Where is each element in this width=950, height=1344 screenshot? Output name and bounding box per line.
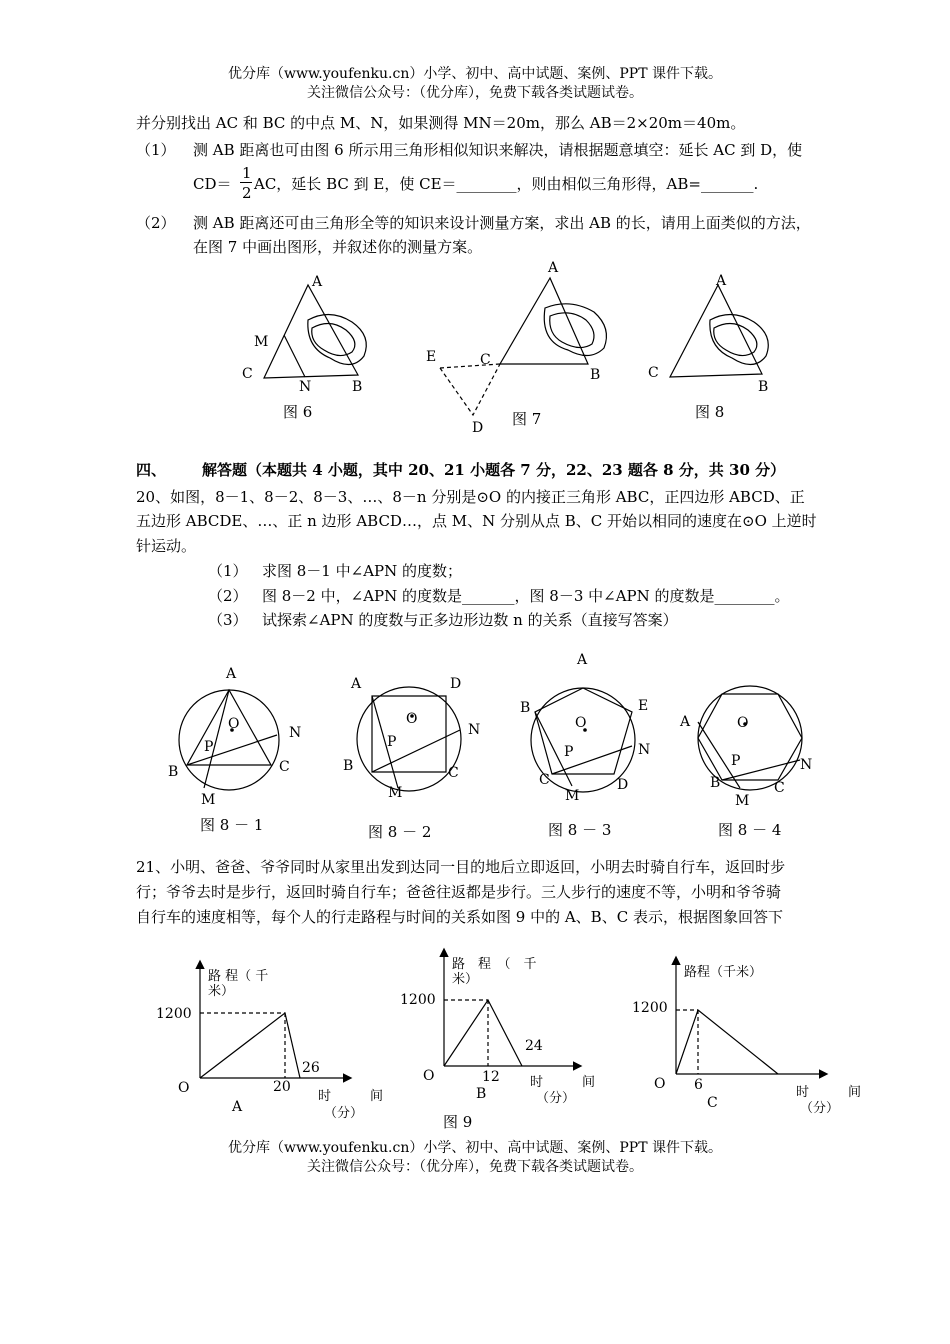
fig6-pond-outer <box>308 314 366 364</box>
graph-a-xlabel-1: 时 间 <box>318 1089 384 1104</box>
q20-sub3-number: （3） <box>208 611 248 629</box>
header-line-2: 关注微信公众号：（优分库），免费下载各类试题试卷。 <box>307 85 643 101</box>
graph-b-x-value-2: 24 <box>525 1038 543 1054</box>
graph-c-origin: O <box>654 1076 666 1092</box>
c3-label-o: O <box>575 715 587 731</box>
graph-a-xlabel-2: （分） <box>324 1106 364 1121</box>
q19-intro: 并分别找出 AC 和 BC 的中点 M、N，如果测得 MN＝20m，那么 AB＝2×20m＝40m。 <box>136 114 746 132</box>
fig8-triangle <box>670 285 762 377</box>
q20-sub1-number: （1） <box>208 562 248 580</box>
c1-caption: 图 8 － 1 <box>200 816 264 834</box>
c4-label-p: P <box>731 753 741 769</box>
c2-label-o: O <box>406 711 418 727</box>
figure-9-caption: 图 9 <box>443 1113 473 1131</box>
fig8-label-c: C <box>648 365 659 381</box>
c1-label-p: P <box>204 739 214 755</box>
c4-label-m: M <box>735 793 750 809</box>
c1-label-b: B <box>168 764 179 780</box>
fig7-pond-inner <box>550 313 594 348</box>
q19-part1-line1: 测 AB 距离也可由图 6 所示用三角形相似知识来解决，请根据题意填空：延长 AC 到 D，使 <box>193 141 803 159</box>
q20-line3: 针运动。 <box>136 537 197 555</box>
graph-b-line <box>444 1000 522 1066</box>
c3-caption: 图 8 － 3 <box>548 821 612 839</box>
q19-part2-line1: 测 AB 距离还可由三角形全等的知识来设计测量方案，求出 AB 的长，请用上面类似的方法， <box>193 214 811 232</box>
c3-label-p: P <box>564 744 574 760</box>
fig6-label-b: B <box>352 379 363 395</box>
c1-label-o: O <box>228 716 240 732</box>
section-four-number: 四、 <box>136 461 167 479</box>
c4-label-n: N <box>800 757 813 773</box>
circle-8-1 <box>179 690 279 790</box>
c1-label-c: C <box>279 759 290 775</box>
fig6-midline-mn <box>284 335 305 377</box>
graph-a-name: A <box>232 1099 243 1115</box>
c4-label-b: B <box>710 775 721 791</box>
c2-caption: 图 8 － 2 <box>368 823 432 841</box>
c4-label-o: O <box>737 715 749 731</box>
fraction-one-half <box>240 165 252 201</box>
graph-b-name: B <box>476 1086 487 1102</box>
c3-label-m: M <box>565 788 580 804</box>
fig6-label-a: A <box>312 274 323 290</box>
c3-label-d: D <box>617 777 629 793</box>
section-four-title: 解答题（本题共 4 小题，其中 20、21 小题各 7 分，22、23 题各 8 分，共 30 分） <box>202 461 786 479</box>
c2-label-c: C <box>448 765 459 781</box>
c2-label-a: A <box>351 676 362 692</box>
graph-b-x-value-1: 12 <box>482 1069 500 1085</box>
fig7-label-b: B <box>590 367 601 383</box>
graph-c-name: C <box>707 1095 718 1111</box>
q20-line1: 20、如图，8－1、8－2、8－3、…、8－n 分别是⊙O 的内接正三角形 ABC，正四边形 ABCD、正 <box>136 488 805 506</box>
graph-c-x-value-1: 6 <box>694 1077 703 1093</box>
c2-label-b: B <box>343 758 354 774</box>
graph-b-y-value: 1200 <box>400 992 436 1008</box>
header-line-1: 优分库（www.youfenku.cn）小学、初中、高中试题、案例、PPT 课件下载。 <box>227 66 722 82</box>
c2-label-d: D <box>450 676 462 692</box>
graph-b-xlabel-1: 时 间 <box>530 1075 596 1090</box>
c2-label-m: M <box>388 785 403 801</box>
q19-part2-number: （2） <box>136 214 176 232</box>
fig8-label-b: B <box>758 379 769 395</box>
fig6-label-c: C <box>242 366 253 382</box>
graph-c-xlabel-2: （分） <box>800 1101 840 1116</box>
q21-line3: 自行车的速度相等，每个人的行走路程与时间的关系如图 9 中的 A、B、C 表示，根据图象回答下 <box>136 908 783 926</box>
c4-label-a: A <box>680 714 691 730</box>
graph-a-y-value: 1200 <box>156 1006 192 1022</box>
graph-b-ylabel-2: 米） <box>452 972 479 987</box>
fig7-label-e: E <box>426 349 437 365</box>
q21-line1: 21、小明、爸爸、爷爷同时从家里出发到达同一目的地后立即返回，小明去时骑自行车，返回时步 <box>136 858 786 876</box>
c3-label-b: B <box>520 700 531 716</box>
fig7-label-c: C <box>480 352 491 368</box>
fig7-dashed-ce <box>440 364 500 368</box>
fig7-caption: 图 7 <box>512 410 542 428</box>
c3-label-e: E <box>638 698 649 714</box>
graph-a-ylabel-1: 路 程（ 千 <box>208 969 269 984</box>
graph-b-ylabel-1: 路 程 （ 千 <box>452 957 537 972</box>
fig6-label-m: M <box>254 334 269 350</box>
c1-label-a: A <box>226 666 237 682</box>
footer-line-1: 优分库（www.youfenku.cn）小学、初中、高中试题、案例、PPT 课件下载。 <box>227 1140 722 1156</box>
figures-6-7-8 <box>0 250 950 450</box>
c3-label-a: A <box>577 652 588 668</box>
fig6-label-n: N <box>299 379 312 395</box>
c3-label-c: C <box>539 772 550 788</box>
q19-part2-line2: 在图 7 中画出图形，并叙述你的测量方案。 <box>193 238 483 256</box>
q19-part1-line2-pre: CD＝ <box>193 175 232 193</box>
fraction-bar <box>240 182 252 183</box>
fig8-caption: 图 8 <box>695 403 725 421</box>
graph-c-line <box>676 1010 778 1074</box>
c1-line-bn <box>187 735 277 765</box>
c4-caption: 图 8 － 4 <box>718 821 782 839</box>
q19-part1-number: （1） <box>136 141 176 159</box>
graph-a-origin: O <box>178 1080 190 1096</box>
fig7-pond-outer <box>544 304 606 356</box>
q20-line2: 五边形 ABCDE、…、正 n 边形 ABCD…，点 M、N 分别从点 B、C 开始以相同的速度在⊙O 上逆时 <box>136 512 817 530</box>
c2-line-cn <box>372 730 460 772</box>
q19-part1-line2-post: AC，延长 BC 到 E，使 CE＝________，则由相似三角形得，AB=_______. <box>254 175 759 193</box>
graph-c-y-value: 1200 <box>632 1000 668 1016</box>
circle-figures <box>0 640 950 850</box>
q21-line2: 行；爷爷去时是步行，返回时骑自行车；爸爸往返都是步行。三人步行的速度不等，小明和爷爷骑 <box>136 883 782 901</box>
graph-a-x-value-2: 26 <box>302 1060 320 1076</box>
c1-label-n: N <box>289 725 302 741</box>
graph-c-xlabel-1: 时 间 <box>796 1085 862 1100</box>
fig8-label-a: A <box>716 273 727 289</box>
q20-sub1: 求图 8－1 中∠APN 的度数； <box>262 562 463 580</box>
fig6-caption: 图 6 <box>283 403 313 421</box>
c4-hexagon <box>698 694 802 780</box>
c2-label-p: P <box>387 734 397 750</box>
graph-a-ylabel-2: 米） <box>208 984 235 999</box>
fig7-dashed-ed-dc <box>440 364 500 415</box>
q20-sub2: 图 8－2 中，∠APN 的度数是_______，图 8－3 中∠APN 的度数是________。 <box>262 587 790 605</box>
footer-line-2: 关注微信公众号：（优分库），免费下载各类试题试卷。 <box>307 1159 643 1175</box>
c2-label-n: N <box>468 722 481 738</box>
fraction-numerator: 1 <box>242 164 252 182</box>
graph-c-ylabel-1: 路程（千米） <box>684 965 763 980</box>
fig8-pond-outer <box>710 314 768 364</box>
fraction-denominator: 2 <box>242 184 252 202</box>
q20-sub3: 试探索∠APN 的度数与正多边形边数 n 的关系（直接写答案） <box>262 611 678 629</box>
c4-label-c: C <box>774 780 785 796</box>
graph-b-origin: O <box>423 1068 435 1084</box>
c3-label-n: N <box>638 742 651 758</box>
c1-label-m: M <box>201 792 216 808</box>
graph-b-xlabel-2: （分） <box>536 1091 576 1106</box>
fig7-label-d: D <box>472 420 484 436</box>
q20-sub2-number: （2） <box>208 587 248 605</box>
figure-9-graphs <box>0 940 950 1140</box>
fig7-label-a: A <box>548 260 559 276</box>
graph-a-x-value-1: 20 <box>273 1079 291 1095</box>
